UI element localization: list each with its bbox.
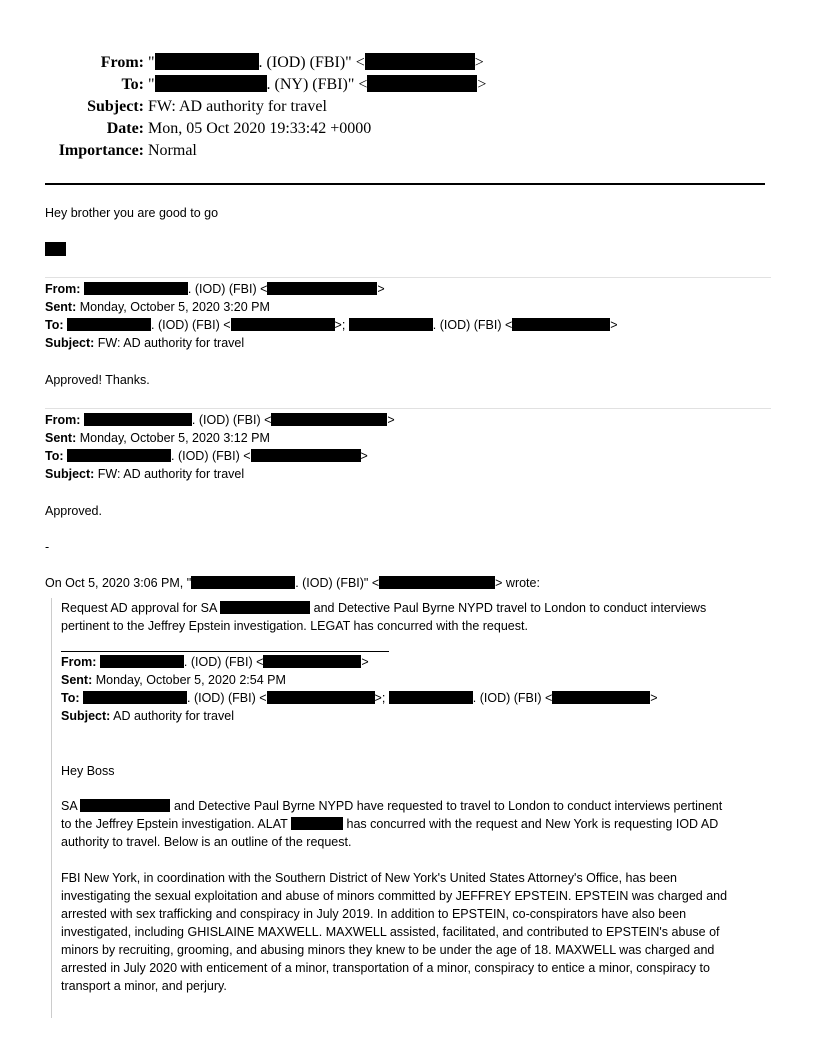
message-1-meta (45, 280, 770, 352)
p1-line-2 (61, 815, 776, 833)
q-from-org: . (IOD) (FBI) < (183, 655, 264, 669)
reply-greeting: Hey brother you are good to go (45, 206, 219, 220)
q-to-close: > (650, 691, 658, 705)
from-quote: " (148, 54, 155, 71)
wrote-line (45, 574, 770, 592)
msg2-dash: - (45, 540, 50, 554)
q-from-label: From: (61, 655, 97, 669)
quoted-divider (61, 651, 389, 652)
to-close: > (477, 76, 487, 93)
msg2-sent-label: Sent: (45, 431, 77, 445)
msg1-to-label: To: (45, 318, 64, 332)
q-paragraph-1 (61, 797, 776, 851)
msg2-from-label: From: (45, 413, 81, 427)
quoted-meta (61, 653, 776, 725)
msg1-subject-line (45, 334, 770, 352)
from-org: . (IOD) (FBI)" < (258, 54, 365, 71)
redaction-box (267, 282, 377, 295)
from-label: From: (100, 54, 144, 71)
msg2-to-line (45, 447, 770, 465)
redaction-box (191, 576, 295, 589)
to-label: To: (121, 76, 144, 93)
wrote-prefix: On Oct 5, 2020 3:06 PM, " (45, 576, 192, 590)
redaction-box (155, 53, 259, 70)
redaction-box (84, 413, 192, 426)
q-paragraph-2 (61, 869, 776, 995)
p2-line-1: FBI New York, in coordination with the Southern District of New York's United States Attorney's Office, has been (61, 871, 677, 885)
redaction-box (512, 318, 610, 331)
q-to-sep: >; (374, 691, 389, 705)
quoted-request (61, 599, 776, 635)
p1-line-1 (61, 797, 776, 815)
msg2-body: Approved. (45, 504, 102, 518)
q-from-line (61, 653, 776, 671)
request-text-a: Request AD approval for SA (61, 601, 217, 615)
q-to-label: To: (61, 691, 80, 705)
msg1-from-line (45, 280, 770, 298)
header-subject-row (0, 96, 816, 118)
msg1-from-close: > (377, 282, 385, 296)
msg1-sent-line (45, 298, 770, 316)
message-separator (45, 277, 771, 278)
msg2-from-close: > (387, 413, 395, 427)
msg1-subject-label: Subject: (45, 336, 95, 350)
to-quote: " (148, 76, 155, 93)
email-header (0, 52, 816, 162)
p2-line-2: investigating the sexual exploitation and abuse of minors committed by JEFFREY EPSTEIN. EPSTEIN was charged and (61, 889, 728, 903)
quote-bar (51, 598, 52, 1018)
message-separator (45, 408, 771, 409)
redaction-box (291, 817, 343, 830)
p2-line-7: transport a minor, and perjury. (61, 979, 227, 993)
subject-value: FW: AD authority for travel (148, 98, 327, 115)
importance-value: Normal (148, 142, 197, 159)
q-to-line (61, 689, 776, 707)
redaction-box (365, 53, 475, 70)
msg1-from-label: From: (45, 282, 81, 296)
msg1-to-org-2: . (IOD) (FBI) < (432, 318, 513, 332)
p2-line-6: arrested in July 2020 with enticement of a minor, transportation of a minor, conspiracy to entice a minor, conspiracy to (61, 961, 710, 975)
msg2-sent-value: Monday, October 5, 2020 3:12 PM (79, 431, 270, 445)
request-line-1 (61, 599, 776, 617)
p1-text-b: and Detective Paul Byrne NYPD have requested to travel to London to conduct interviews pertinent (173, 799, 723, 813)
msg2-to-label: To: (45, 449, 64, 463)
q-sent-label: Sent: (61, 673, 93, 687)
q-subject-value: AD authority for travel (113, 709, 234, 723)
redaction-box (231, 318, 335, 331)
signature-redaction (45, 242, 66, 256)
q-subject-line (61, 707, 776, 725)
redaction-box (67, 449, 171, 462)
msg1-sent-label: Sent: (45, 300, 77, 314)
p1-text-a: SA (61, 799, 77, 813)
msg1-to-org-1: . (IOD) (FBI) < (151, 318, 231, 332)
header-divider (45, 183, 765, 185)
header-from-row (0, 52, 816, 74)
request-text-b: and Detective Paul Byrne NYPD travel to London to conduct interviews (313, 601, 707, 615)
msg2-sent-line (45, 429, 770, 447)
q-subject-label: Subject: (61, 709, 111, 723)
redaction-box (155, 75, 267, 92)
redaction-box (267, 691, 375, 704)
message-2-meta (45, 411, 770, 483)
msg2-subject-label: Subject: (45, 467, 95, 481)
msg1-sent-value: Monday, October 5, 2020 3:20 PM (79, 300, 270, 314)
to-value (148, 74, 486, 96)
p1-text-d: has concurred with the request and New York is requesting IOD AD (346, 817, 719, 831)
redaction-box (100, 655, 184, 668)
request-line-2: pertinent to the Jeffrey Epstein investigation. LEGAT has concurred with the request. (61, 619, 528, 633)
header-importance-row (0, 140, 816, 162)
header-to-row (0, 74, 816, 96)
to-org: . (NY) (FBI)" < (266, 76, 368, 93)
date-value: Mon, 05 Oct 2020 19:33:42 +0000 (148, 120, 372, 137)
q-sent-line (61, 671, 776, 689)
msg1-from-org: . (IOD) (FBI) < (187, 282, 268, 296)
wrote-org: . (IOD) (FBI)" < (295, 576, 380, 590)
redaction-box (84, 282, 188, 295)
redaction-box (67, 318, 151, 331)
q-to-org-1: . (IOD) (FBI) < (187, 691, 267, 705)
importance-label: Importance: (58, 142, 144, 159)
redaction-box (263, 655, 361, 668)
q-sent-value: Monday, October 5, 2020 2:54 PM (95, 673, 286, 687)
msg1-to-line (45, 316, 770, 334)
msg2-from-line (45, 411, 770, 429)
wrote-suffix: > wrote: (495, 576, 540, 590)
redaction-box (271, 413, 387, 426)
from-value (148, 52, 484, 74)
redaction-box (80, 799, 170, 812)
subject-label: Subject: (87, 98, 144, 115)
redaction-box (251, 449, 361, 462)
msg1-to-close: > (610, 318, 618, 332)
q-from-close: > (361, 655, 369, 669)
msg2-to-org: . (IOD) (FBI) < (171, 449, 251, 463)
p1-text-c: to the Jeffrey Epstein investigation. ALAT (61, 817, 288, 831)
msg2-from-org: . (IOD) (FBI) < (191, 413, 272, 427)
q-greeting: Hey Boss (61, 764, 115, 778)
redaction-box (83, 691, 187, 704)
redaction-box (379, 576, 495, 589)
redaction-box (552, 691, 650, 704)
msg2-subject-value: FW: AD authority for travel (97, 467, 245, 481)
msg2-subject-line (45, 465, 770, 483)
p2-line-5: minors by recruiting, grooming, and abusing minors they knew to be under the age of 18. MAXWELL was charged and (61, 943, 715, 957)
redaction-box (389, 691, 473, 704)
redaction-box (220, 601, 310, 614)
redaction-box (349, 318, 433, 331)
redaction-box (367, 75, 477, 92)
msg1-subject-value: FW: AD authority for travel (97, 336, 245, 350)
q-to-org-2: . (IOD) (FBI) < (472, 691, 553, 705)
p2-line-3: arrested with sex trafficking and conspiracy in July 2019. In addition to EPSTEIN, co-conspirators have also been (61, 907, 687, 921)
p2-line-4: investigated, including GHISLAINE MAXWELL. MAXWELL assisted, facilitated, and contributed to EPSTEIN's abuse of (61, 925, 720, 939)
header-date-row (0, 118, 816, 140)
date-label: Date: (106, 120, 144, 137)
p1-line-3: authority to travel. Below is an outline of the request. (61, 835, 352, 849)
msg2-to-close: > (360, 449, 368, 463)
msg1-to-sep: >; (334, 318, 349, 332)
from-close: > (474, 54, 484, 71)
msg1-body: Approved! Thanks. (45, 373, 150, 387)
